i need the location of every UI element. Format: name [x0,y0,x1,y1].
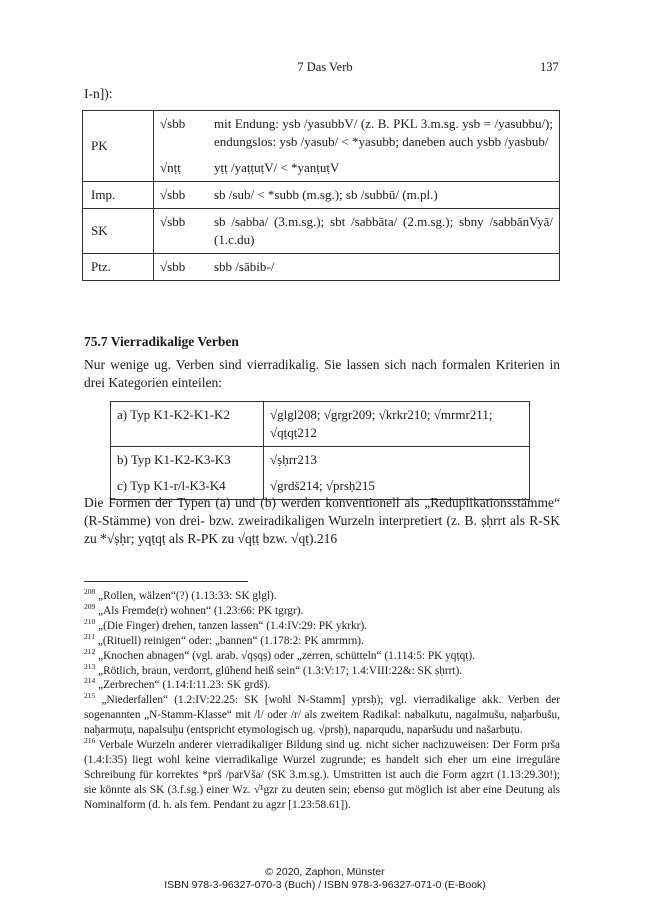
footnote-number: 209 [84,602,96,612]
table-row [83,155,560,182]
type-cell: c) Typ K1-r/l-K3-K4 [111,473,264,500]
footnote-text: „(Die Finger) drehen, tanzen lassen“ (1.4:IV:29: PK ykrkr). [98,619,368,632]
category-cell: Imp. [83,182,154,209]
footnote [84,589,560,604]
forms-cell: mit Endung: ysb /yasubbV/ (z. B. PKL 3.m.sg. ysb = /yasubbu/); endungslos: ysb /yasub/ < *yasubb; daneben auch ysbb /yasbub/ [208,111,560,156]
body-paragraph: Die Formen der Typen (a) und (b) werden konventionell als „Reduplikationsstämme“ (R-Stämme) von drei- bzw. zweiradikaligen Wurzeln interpretiert (z. B. ṣḥrrt als R-SK zu *√ṣḥr; yqṭqṭ als R-PK zu √qṭṭ bzw. √qṭ).216 [84,495,560,546]
forms-cell: sb /sabba/ (3.m.sg.); sbt /sabbāta/ (2.m.sg.); sbny /sabbānVyā/ (1.c.du) [208,209,560,254]
table-row [111,402,530,447]
footnote-number: 215 [84,691,96,701]
footnote [84,604,560,619]
type-cell: a) Typ K1-K2-K1-K2 [111,402,264,447]
footnotes [84,589,560,813]
footnote [84,631,560,649]
copyright-line: © 2020, Zaphon, Münster [265,866,385,878]
types-table [110,401,530,500]
root-cell: √sbb [154,254,209,281]
table-row [83,111,560,156]
table-row [83,254,560,281]
publisher-footer [0,866,650,892]
footnote-number: 211 [84,631,95,641]
root-cell: √sbb [154,209,209,254]
roots-cell: √glgl208; √grgr209; √krkr210; √mrmr211; √qṭqṭ212 [264,402,530,447]
footnote [84,693,560,738]
footnote-number: 208 [84,587,96,597]
forms-cell: yṭṭ /yaṭṭuṭV/ < *yanṭuṭV [208,155,560,182]
table-row [83,209,560,254]
footnote-number: 212 [84,646,96,656]
paradigm-table [82,110,560,281]
footnote-text: „Knochen abnagen“ (vgl. arab. √qṣqṣ) oder „zerren, schütteln“ (1.114:5: PK yqṭqṭ). [98,649,475,662]
forms-cell: sb /sub/ < *subb (m.sg.); sb /subbū/ (m.pl.) [208,182,560,209]
footnote-number: 214 [84,676,96,686]
category-cell: Ptz. [83,254,154,281]
footnote [84,738,560,813]
footnote-text: „Niederfallen“ (1.2:IV:22.25: SK [wohl N-Stamm] yprsḥ); vgl. vierradikalige akk. Verben der sogenannten „N-Stamm-Klasse“ mit /l/ oder /r/ als zweitem Radikal: nabalkutu, nagalmušu, naḫarbušu, naḫarmuṭu, napalsuḫu (entspricht etymologisch ug. √prsḥ), naparqudu, naparšudu und našarbuṭu. [84,694,560,737]
root-cell: √nṭṭ [154,155,209,182]
footnote [84,661,560,679]
body-paragraph: Nur wenige ug. Verben sind vierradikalig. Sie lassen sich nach formalen Kriterien in drei Kategorien einteilen: [84,357,560,390]
footnote-number: 216 [84,736,96,746]
isbn-line: ISBN 978-3-96327-070-3 (Buch) / ISBN 978-3-96327-071-0 (E-Book) [164,879,486,891]
table-row [83,182,560,209]
section-heading: 75.7 Vierradikalige Verben [84,334,239,349]
footnote-text: „Rollen, wälzen“(?) (1.13:33: SK glgl). [98,590,277,602]
roots-cell: √ṣḥrr213 [264,447,530,474]
category-cell: SK [83,209,154,254]
footnote-text: „Als Fremde(r) wohnen“ (1.23:66: PK tgrgr). [98,604,304,617]
footnote [84,646,560,664]
footnote [84,619,560,634]
table-row [111,447,530,474]
footnote-text: „Rötlich, braun, verdorrt, glühend heiß sein“ (1.3:V:17; 1.4:VIII:22&: SK ṣḥrrt). [98,664,463,677]
footnote-text: „(Rituell) reinigen“ oder: „bannen“ (1.178:2: PK amrmrn). [97,634,364,647]
footnote-text: „Zerbrechen“ (1.14:I:11.23: SK grdš). [98,679,271,692]
footnote-divider [84,581,248,582]
root-cell: √sbb [154,111,209,156]
footnote [84,678,560,693]
root-cell: √sbb [154,182,209,209]
type-cell: b) Typ K1-K2-K3-K3 [111,447,264,474]
roots-cell: √grdš214; √prsḥ215 [264,473,530,500]
page-number: 137 [540,60,559,74]
footnote-number: 213 [84,661,96,671]
footnote-number: 210 [84,617,96,627]
running-header-chapter: 7 Das Verb [297,60,353,74]
category-cell: PK [83,111,154,182]
intro-fragment: I-n]): [84,86,113,101]
forms-cell: sbb /sābib-/ [208,254,560,281]
footnote-text: Verbale Wurzeln anderer vierradikaliger Bildung sind ug. nicht sicher nachzuweisen: Der Form prša (1.4:I:35) liegt wohl keine vierradikalige Wurzel zugrunde; es handelt sich eher um eine irreguläre Schreibung für korrektes *prš /parVša/ (SK 3.m.sg.). Umstritten ist auch die Form agzrt (1.13:29.30!); sie könnte als SK (3.f.sg.) einer Wz. √¹gzr zu deuten sein; ebenso gut möglich ist aber eine Deutung als Nominalform (d. h. als fem. Pendant zu agzr [1.23:58.61]). [84,739,561,811]
